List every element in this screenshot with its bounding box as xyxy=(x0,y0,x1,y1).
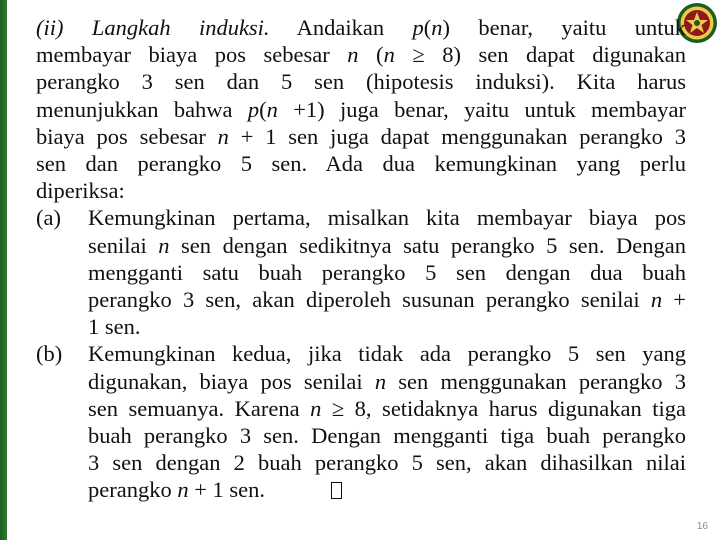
step-heading: (ii) Langkah induksi. xyxy=(36,15,270,40)
case-line: mengganti satu buah perangko 5 sen dengan dua buah xyxy=(88,259,686,285)
main-content xyxy=(36,14,686,504)
step-first-line xyxy=(36,14,686,41)
case-line: Kemungkinan kedua, jika tidak ada perangko 5 sen yang xyxy=(88,341,686,367)
page-number: 16 xyxy=(696,521,708,532)
step-line: biaya pos sebesar n + 1 sen juga dapat menggunakan perangko 3 xyxy=(36,123,686,149)
case-line: sen semuanya. Karena n ≥ 8, setidaknya harus digunakan tiga xyxy=(88,395,686,421)
case-body xyxy=(88,340,686,503)
case-last-line xyxy=(88,476,686,503)
step-line: diperiksa: xyxy=(36,178,125,204)
induction-step-paragraph xyxy=(36,14,686,204)
case-label: (b) xyxy=(36,341,63,367)
case-line: perangko n + 1 sen. xyxy=(88,477,266,503)
case-line: 1 sen. xyxy=(88,314,141,340)
case-line: senilai n sen dengan sedikitnya satu perangko 5 sen. Dengan xyxy=(88,232,686,258)
case-line: buah perangko 3 sen. Dengan mengganti tiga buah perangko xyxy=(88,423,686,449)
case-a xyxy=(36,204,686,340)
case-label: (a) xyxy=(36,205,61,231)
case-line: perangko 3 sen, akan diperoleh susunan perangko senilai n + xyxy=(88,287,686,313)
case-line: Kemungkinan pertama, misalkan kita membayar biaya pos xyxy=(88,205,686,231)
qed-box-icon xyxy=(331,482,342,499)
step-line: perangko 3 sen dan 5 sen (hipotesis induksi). Kita harus xyxy=(36,69,686,95)
step-line: sen dan perangko 5 sen. Ada dua kemungkinan yang perlu xyxy=(36,151,686,177)
step-line: menunjukkan bahwa p(n +1) juga benar, yaitu untuk membayar xyxy=(36,96,686,122)
step-first-line-rest: Andaikan p(n) benar, yaitu untuk xyxy=(296,15,686,40)
case-b xyxy=(36,340,686,503)
left-accent-bar xyxy=(0,0,7,540)
case-line: 3 sen dengan 2 buah perangko 5 sen, akan dihasilkan nilai xyxy=(88,450,686,476)
case-line: digunakan, biaya pos senilai n sen menggunakan perangko 3 xyxy=(88,368,686,394)
case-body xyxy=(88,204,686,340)
step-line: membayar biaya pos sebesar n (n ≥ 8) sen dapat digunakan xyxy=(36,42,686,68)
